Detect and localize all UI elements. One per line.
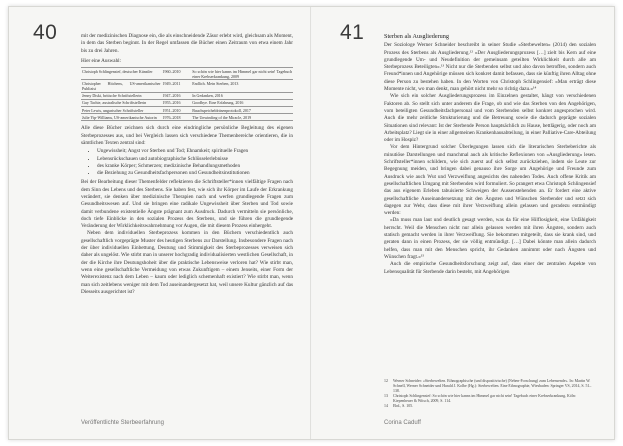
running-footer: Veröffentlichte Sterbeerfahrung: [81, 420, 164, 426]
table-row: [81, 99, 293, 106]
table-row: [81, 114, 293, 121]
list-item: • Ungewissheit; Angst vor Sterben und Tod; Ehnamkeit; spirituelle Fragen: [97, 148, 293, 155]
theme-list: [81, 148, 293, 177]
footnote-text: Ebd., S. 105.: [393, 404, 414, 408]
table-cell: 1949–2011: [162, 80, 192, 92]
table-cell: In Gedanken, 2016: [191, 92, 293, 99]
footnote-number: 14: [384, 404, 388, 408]
book-table: [81, 67, 293, 121]
table-cell: Guy Tachie, australische Schriftstellerin: [81, 99, 162, 106]
list-item: • des kranke Körper; Schmerzen; medizinische Behandlungsmethoden: [97, 163, 293, 170]
footnote-text: Christoph Schlingensief: So schön wie hier kanns im Himmel gar nicht sein! Tagebuch einer Krebserkrankung, Köln: Kiepenheuer & Witsch, 2009, S. 114.: [393, 394, 576, 403]
paragraph: Alle diese Bücher zeichnen sich durch eine eindringliche persönliche Begleitung des eigenen Sterbeprozesses aus, und bei Vergleich lassen sich verschiedene Themenbereiche orientieren, die in sämtlichen Texten zentral sind:: [81, 125, 293, 146]
table-cell: The Unwinding of the Miracle, 2019: [191, 114, 293, 121]
paragraph: Wie sich ein solcher Ausgliederungsprozess im Einzelnen gestaltet, hängt von verschiedenen Faktoren ab. So stellt sich unter anderem die Frage, ob und wie das Sterben von den Angehörigen, vom beteiligten Gesundheitsfachpersonal und vom Sterbenden selbst konkret angesprochen wird. Auch die mehr zeitliche Strukturierung und die Betreuung sowie die dadurch geprägte sozialen Situationen sind relevant: Ist der Sterbende Person hauptsächlich zu Hause, bettlägerig, oder noch am Arbeitsplatz? Liegt sie in einer allgemeinen Krankenhausabteilung, in einer Palliative-Care-Abteilung oder im Hospiz?: [384, 93, 596, 144]
footnote: [384, 404, 596, 409]
paragraph: Der Soziologe Werner Schneider beschreibt in seiner Studie «Sterbewelten» (2014) den sozialen Prozess des Sterbens als Ausgliederung.¹² «Der Ausgliederungsprozess […] zielt bis Kern auf eine grundlegende Um- und Neudefinition der gemeinsam geteilten Wirklichkeit durch alle am Sterbeprozess Beteiligten».¹³ Nicht nur die Sterbenden selbst und also davon betroffen, sondern auch Freund*innen und Angehörige müssen sich konkret damit befassen, dass sie künftig ihren Alltag ohne diese Person zu bestehen haben. In den Worten von Christoph Schlingensief: «Man erträgt diese Momente nicht, wo man denkt, man gehört nicht mehr so richtig dazu.»¹⁴: [384, 42, 596, 93]
paragraph: Vor dem Hintergrund solcher Überlegungen lassen sich die literarischen Sterbeberichte als minutiöse Darstellungen und manchmal auch als kritische Reflexionen von «Ausgliederung» lesen. Schriftsteller*innen schildern, wie sich zuerst auf sich selbst zurückziehen, indem sie Leute zur Begegnung meiden, und bringen dabei genauso ihre Sorge um Angehörige und Freunde zum Ausdruck wie auch Wut und Verzweiflung angesichts des nahenden Todes. Auch offene Kritik am gesellschaftlichen Umgang mit Sterbenden wird formuliert. So prangert etwa Christoph Schlingensief das aus eigenem Erleben tabuisierte Schweigen der Aussenstehenden an. Er fordert eine aktive gesellschaftliche Auseinandersetzung mit den Ängsten und Wünschen Sterbender und setzt sich dagegen zur Wehr, dass diese mit ihrer Verzweiflung allein gelassen und geradezu entmündigt werden:: [384, 144, 596, 217]
paragraph: mit der medizinischen Diagnose ein, die als einschneidende Zäsur erlebt wird, gleichsam als Moment, in dem das Sterben beginnt. In der Regel umfassen die Bücher einen Zeitraum von etwa einem Jahr bis zu drei Jahren.: [81, 33, 293, 54]
table-cell: Bauchspeicheldrüsenprotokoll, 2017: [191, 106, 293, 113]
footnotes: [384, 379, 596, 409]
footnote: [384, 394, 596, 404]
block-quote: «Da muss man laut und deutlich gesagt werden, was da für eine Hilflosigkeit, eine Unfähigkeit herrscht. Weil die Menschen nicht nur allein gelassen werden mit ihren Ängsten, sondern auch statisch gemacht werden in ihrer Verzweiflung. Sie bekommen mitgeteilt, dass sie krank sind, und geraten dann in einen Prozess, der sie völlig entmündigt. […] Dabei könnte man allein dadurch helfen, dass man mit den Menschen spricht, ihr Gedanken annimmt oder nach Ängsten und Wünschen fragt.»¹⁵: [384, 217, 596, 260]
footnote-number: 12: [384, 379, 388, 383]
table-row: [81, 80, 293, 92]
table-cell: Jenny Diski, britische Schriftstellerin: [81, 92, 162, 99]
table-cell: 1955–2016: [162, 99, 192, 106]
paragraph: Auch die empirische Gesundheitsforschung zeigt auf, dass einer der zentralen Aspekte von Lebensqualität für Sterbende darin besteht, mit Angehörigen: [384, 261, 596, 275]
table-cell: So schön wie hier kanns im Himmel gar nicht sein! Tagebuch einer Krebserkrankung, 2009: [192, 68, 292, 79]
text-column: [81, 33, 293, 296]
table-cell: Christopher Hitchens, US-amerikanischer Publizist: [82, 80, 161, 91]
table-cell: 1947–2016: [162, 92, 192, 99]
table-cell: 1976–2018: [162, 114, 192, 121]
section-heading: Sterben als Ausgliederung: [384, 33, 449, 40]
table-cell: Julie Yip-Williams, US-amerikanische Autorin: [81, 114, 162, 121]
table-cell: Endlich. Mein Sterben, 2013: [191, 80, 293, 92]
table-cell: 1960–2010: [162, 68, 192, 80]
footnote-number: 13: [384, 394, 388, 398]
footnote: [384, 379, 596, 394]
table-cell: Peter Lewis, ungarischer Schriftsteller: [81, 106, 162, 113]
list-item: • die Beziehung zu Gesundheitsfachpersonen und Gesundheitsinstitutionen: [97, 170, 293, 177]
table-caption: Hier eine Auswahl:: [81, 57, 122, 64]
paragraph: Neben dem individuellen Sterbeprozess kommen in den Büchern verschiedentlich auch gesellschaftlich vorgeprägte Muster des heutigen Sterbens zur Darstellung. Insbesondere Fragen nach der über individuellen Einbettung, Deutung und Stimmigkeit des Sterbeprozesses verweisen sich daher als ungelöst. Wie stirbt man in unserer hochgradig individualisierten westlichen Gesellschaft, in der die Kirche ihre Deutungshoheit über die praktische Lebensweise verloren hat? Wie stirbt man, wenn eine gesellschaftliche Vermeidung von etwas Zukunftigem – einem Jenseits, einer Form der Weiterexistenz nach dem Leben – kaum oder lediglich schemenhaft existiert? Wie stirbt man, wenn man sich zeitlebens weniger mit dem Tod auseinandergesetzt hat, weil unsere Kultur gänzlich auf das Diesseits ausgerichtet ist?: [81, 230, 293, 295]
page-number: 41: [340, 21, 365, 44]
text-column: [384, 33, 596, 276]
table-cell: 1951–2010: [162, 106, 192, 113]
running-footer: Corina Caduff: [384, 420, 421, 426]
table-cell: Goodbye. Eine Erfahrung, 2016: [191, 99, 293, 106]
table-row: [81, 68, 293, 80]
right-page: [312, 7, 614, 439]
table-row: [81, 92, 293, 99]
book-spread: [8, 6, 615, 440]
page-number: 40: [33, 21, 58, 44]
list-item: • Lebensrückschauen und autobiographische Schlüsselerlebnisse: [97, 156, 293, 163]
paragraph: Bei der Bearbeitung dieser Themenfelder reflektieren die Schriftsteller*innen vielfältige Fragen nach dem Sinn des Lebens und des Sterbens. Sie haben fest, wie sich ihr Körper im Laufe der Erkrankung verändert, sie denken über medizinische Therapien nach und werfen grundlegende Fragen zum Gesundheitswesen auf. Und sie bringen eine radikale Ungewissheit über Sterben und Tod sowie damit verbundene existentielle Ängste prägnant zum Ausdruck. Dadurch vermitteln sie persönliche, doch tiefe Einblicke in den sozialen Prozess des Sterbens, und sie führen die grundlegende Veränderung der Wirklichkeitswahrnehmung vor Augen, die mit diesem Prozess einhergeht.: [81, 179, 293, 230]
left-page: [9, 7, 311, 439]
table-cell: Christoph Schlingensief, deutscher Künstler: [81, 68, 162, 80]
footnote-text: Werner Schneider: «Sterbewelten. Ethnographische (und dispositivische) (Neben-Forschung) zum Lebensende». In: Martin W. Schnell, Werner Schneider und Harald J. Kolbe (Hg.): Sterbewelten. Eine Ethnographie, Wiesbaden: Springer VS, 2014, S. 51–138.: [393, 379, 592, 393]
table-row: [81, 106, 293, 113]
